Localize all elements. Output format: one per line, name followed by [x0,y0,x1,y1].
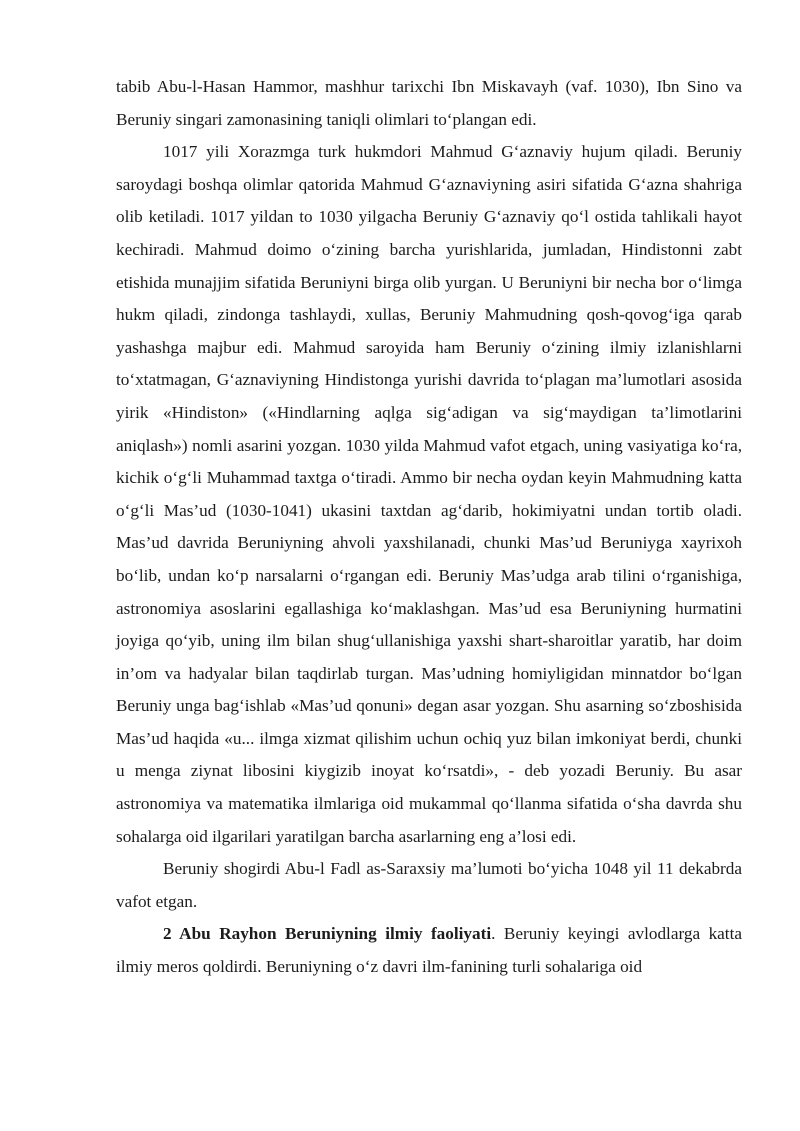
section-heading: 2 Abu Rayhon Beruniyning ilmiy faoliyati [163,924,492,944]
section-body-text: . Beruniy keyingi avlodlarga katta ilmiy meros qoldirdi. Beruniyning o‘z davri ilm-fanining turli sohalariga oid [116,924,742,977]
paragraph-section-2 [116,918,742,983]
paragraph-mahmud-invasion: 1017 yili Xorazmga turk hukmdori Mahmud G‘aznaviy hujum qiladi. Beruniy saroydagi boshqa olimlar qatorida Mahmud G‘aznaviyning asiri sifatida G‘azna shahriga olib ketiladi. 1017 yildan to 1030 yilgacha Beruniy G‘aznaviy qo‘l ostida tahlikali hayot kechiradi. Mahmud doimo o‘zining barcha yurishlarida, jumladan, Hindistonni zabt etishida munajjim sifatida Beruniyni birga olib yurgan. U Beruniyni bir necha bor o‘limga hukm qiladi, zindonga tashlaydi, xullas, Beruniy Mahmudning qosh-qovog‘iga qarab yashashga majbur edi. Mahmud saroyida ham Beruniy o‘zining ilmiy izlanishlarni to‘xtatmagan, G‘aznaviyning Hindistonga yurishi davrida to‘plagan ma’lumotlari asosida yirik «Hindiston» («Hindlarning aqlga sig‘adigan va sig‘maydigan ta’limotlarini aniqlash») nomli asarini yozgan. 1030 yilda Mahmud vafot etgach, uning vasiyatiga ko‘ra, kichik o‘g‘li Muhammad taxtga o‘tiradi. Ammo bir necha oydan keyin Mahmudning katta o‘g‘li Mas’ud (1030-1041) ukasini taxtdan ag‘darib, hokimiyatni undan tortib oladi. Mas’ud davrida Beruniyning ahvoli yaxshilanadi, chunki Mas’ud Beruniyga xayrixoh bo‘lib, undan ko‘p narsalarni o‘rgangan edi. Beruniy Mas’udga arab tilini o‘rganishiga, astronomiya asoslarini egallashiga ko‘maklashgan. Mas’ud esa Beruniyning hurmatini joyiga qo‘yib, uning ilm bilan shug‘ullanishiga yaxshi shart-sharoitlar yaratib, har doim in’om va hadyalar bilan taqdirlab turgan. Mas’udning homiyligidan minnatdor bo‘lgan Beruniy unga bag‘ishlab «Mas’ud qonuni» degan asar yozgan. Shu asarning so‘zboshisida Mas’ud haqida «u... ilmga xizmat qilishim uchun ochiq yuz bilan imkoniyat berdi, chunki u menga ziynat libosini kiygizib inoyat ko‘rsatdi», - deb yozadi Beruniy. Bu asar astronomiya va matematika ilmlariga oid mukammal qo‘llanma sifatida o‘sha davrda shu sohalarga oid ilgarilari yaratilgan barcha asarlarning eng a’losi edi. [116,142,742,846]
document-page [116,71,742,984]
paragraph-death-date: Beruniy shogirdi Abu-l Fadl as-Saraxsiy ma’lumoti bo‘yicha 1048 yil 11 dekabrda vafot etgan. [116,859,742,911]
paragraph-continuation: tabib Abu-l-Hasan Hammor, mashhur tarixchi Ibn Miskavayh (vaf. 1030), Ibn Sino va Beruniy singari zamonasining taniqli olimlari to‘plangan edi. [116,77,742,129]
